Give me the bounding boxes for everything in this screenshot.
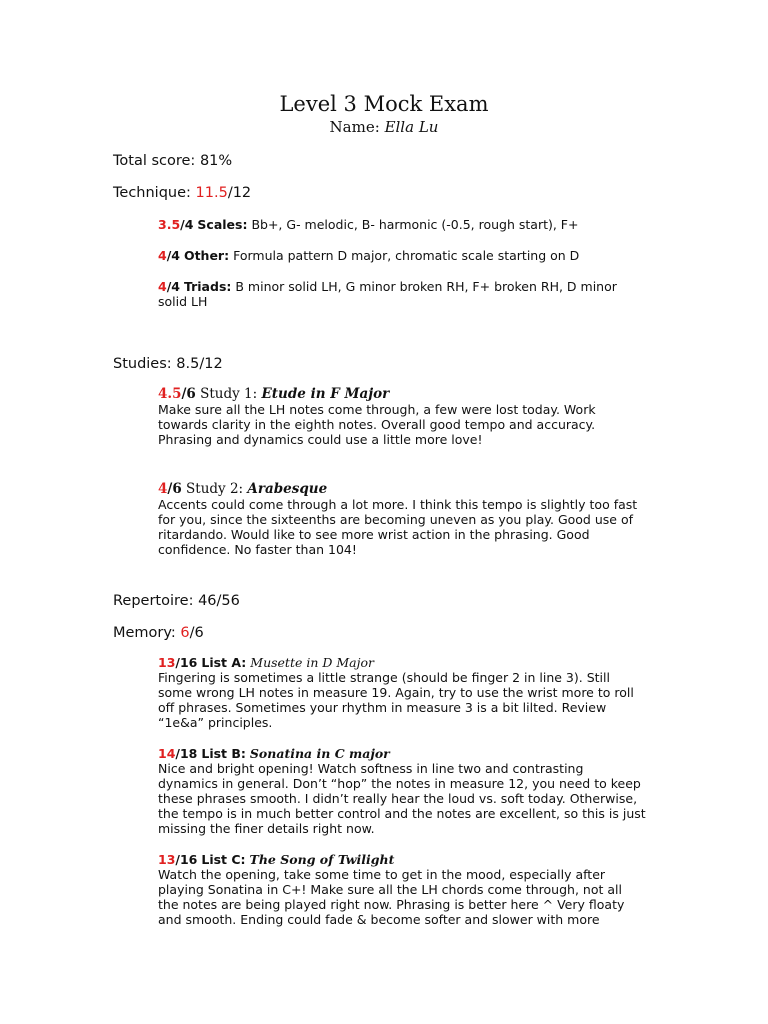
page-title: Level 3 Mock Exam	[279, 92, 489, 116]
item-score: 13	[158, 655, 176, 670]
item-score: 4	[158, 481, 168, 497]
item-text: Bb+, G- melodic, B- harmonic (-0.5, rough start), F+	[251, 217, 579, 232]
repertoire-heading	[113, 591, 240, 611]
item-header	[158, 852, 658, 867]
item-header	[158, 387, 658, 402]
item-score: 14	[158, 746, 176, 761]
technique-item-triads	[158, 279, 658, 309]
item-max: /4	[166, 248, 180, 263]
item-max: /18	[175, 746, 198, 761]
piece-title: The Song of Twilight	[249, 852, 395, 867]
studies-value: 8.5/12	[176, 356, 223, 372]
technique-max: /12	[227, 185, 252, 201]
list-item-c	[158, 852, 658, 927]
piece-title: Etude in F Major	[261, 386, 390, 402]
item-score: 4	[158, 248, 167, 263]
item-label: Other:	[183, 248, 230, 263]
total-score-label: Total score:	[113, 153, 196, 169]
teacher-comment: Make sure all the LH notes come through, a few were lost today. Work towards clarity in the eighth notes. Overall good tempo and accuracy. Phrasing and dynamics could use a little more love!	[158, 402, 596, 447]
item-score: 4.5	[158, 386, 182, 402]
memory-score: 6	[180, 625, 190, 641]
item-text: B minor solid LH, G minor broken RH, F+ broken RH, D minor solid LH	[158, 279, 617, 309]
item-max: /4	[166, 279, 180, 294]
repertoire-label: Repertoire:	[113, 593, 194, 609]
piece-title: Arabesque	[247, 481, 328, 497]
repertoire-value: 46/56	[198, 593, 240, 609]
technique-heading	[113, 183, 251, 203]
item-label: Study 2:	[186, 481, 244, 497]
item-score: 13	[158, 852, 176, 867]
item-header	[158, 217, 658, 232]
list-item-a	[158, 655, 658, 730]
technique-label: Technique:	[113, 185, 191, 201]
teacher-comment: Nice and bright opening! Watch softness in line two and contrasting dynamics in general. Don’t “hop” the notes in measure 12, you need to keep these phrases smooth. I didn’t really hear the loud vs. soft today. Otherwise, the tempo is in much better control and the notes are excellent, so this is just missing the finer details right now.	[158, 761, 646, 836]
item-max: /6	[167, 481, 182, 497]
item-max: /16	[175, 852, 198, 867]
item-header	[158, 746, 658, 761]
name-label: Name:	[329, 118, 380, 136]
item-header	[158, 248, 658, 263]
technique-score: 11.5	[195, 185, 228, 201]
item-text: Formula pattern D major, chromatic scale starting on D	[233, 248, 580, 263]
list-item-b	[158, 746, 658, 836]
memory-label: Memory:	[113, 625, 176, 641]
total-score-heading	[113, 151, 232, 171]
study-item-2	[158, 482, 658, 557]
item-label: List C:	[201, 852, 246, 867]
teacher-comment: Fingering is sometimes a little strange (should be finger 2 in line 3). Still some wrong LH notes in measure 19. Again, try to use the wrist more to roll off phrases. Sometimes your rhythm in measure 3 is a bit lilted. Review “1e&a” principles.	[158, 670, 634, 730]
technique-item-other	[158, 248, 658, 263]
teacher-comment: Accents could come through a lot more. I think this tempo is slightly too fast for you, since the sixteenths are becoming uneven as you play. Good use of ritardando. Would like to see more wrist action in the phrasing. Good confidence. No faster than 104!	[158, 497, 638, 557]
item-max: /4	[180, 217, 194, 232]
item-max: /16	[175, 655, 198, 670]
memory-max: /6	[189, 625, 204, 641]
teacher-comment: Watch the opening, take some time to get in the mood, especially after playing Sonatina in C+! Make sure all the LH chords come through, not all the notes are being played right now. Phrasing is better here ^ Very floaty and smooth. Ending could fade & become softer and slower with more	[158, 867, 625, 927]
memory-heading	[113, 623, 204, 643]
student-name: Ella Lu	[384, 118, 439, 136]
item-score: 4	[158, 279, 167, 294]
item-label: Triads:	[183, 279, 232, 294]
studies-heading	[113, 354, 223, 374]
total-score-value: 81%	[199, 153, 233, 169]
item-header	[158, 655, 658, 670]
piece-title: Musette in D Major	[250, 655, 374, 670]
study-item-1	[158, 387, 658, 447]
technique-item-scales	[158, 217, 658, 232]
item-header	[158, 482, 658, 497]
item-max: /6	[181, 386, 196, 402]
item-label: List A:	[201, 655, 247, 670]
item-label: List B:	[201, 746, 246, 761]
piece-title: Sonatina in C major	[249, 746, 390, 761]
studies-label: Studies:	[113, 356, 172, 372]
item-label: Scales:	[197, 217, 248, 232]
student-name-line	[0, 117, 768, 137]
item-label: Study 1:	[200, 386, 258, 402]
item-score: 3.5	[158, 217, 181, 232]
